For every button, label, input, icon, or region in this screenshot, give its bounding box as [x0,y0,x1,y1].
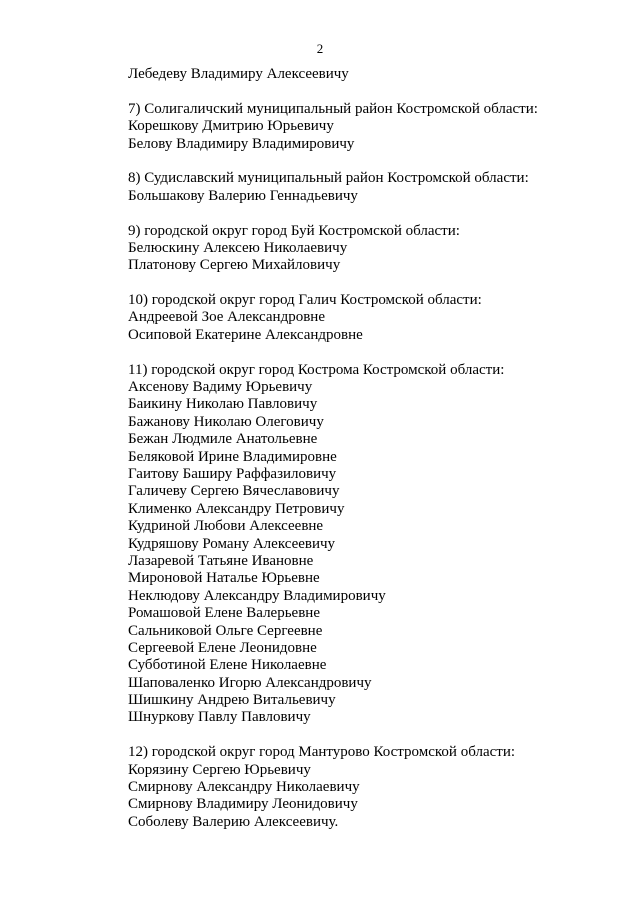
section-spacer [128,727,608,744]
recipient-name: Лазаревой Татьяне Ивановне [128,552,314,569]
recipient-name: Шаповаленко Игорю Александровичу [128,674,372,691]
recipient-name: Галичеву Сергею Вячеславовичу [128,483,340,500]
recipient-name: Неклюдову Александру Владимировичу [128,587,386,604]
section-heading: 10) городской округ город Галич Костромской области: [128,292,482,309]
recipient-name: Андреевой Зое Александровне [128,309,325,326]
recipient-name: Осиповой Екатерине Александровне [128,326,363,343]
section-spacer [128,275,608,292]
recipient-name: Шнуркову Павлу Павловичу [128,709,311,726]
recipient-name: Корязину Сергею Юрьевичу [128,761,311,778]
recipient-name: Белюскину Алексею Николаевичу [128,239,348,256]
recipient-name: Сальниковой Ольге Сергеевне [128,622,323,639]
recipient-name: Кудриной Любови Алексеевне [128,518,324,535]
recipient-name: Кудряшову Роману Алексеевичу [128,535,336,552]
recipient-name: Шишкину Андрею Витальевичу [128,692,336,709]
district-section [128,744,608,831]
page-number: 2 [316,41,324,56]
recipient-name: Баикину Николаю Павловичу [128,396,318,413]
recipient-name: Беляковой Ирине Владимировне [128,448,337,465]
recipient-name: Клименко Александру Петровичу [128,500,345,517]
recipient-name: Гаитову Баширу Раффазиловичу [128,465,337,482]
recipient-name: Смирнову Александру Николаевичу [128,779,360,796]
document-body [128,66,608,831]
recipient-name: Соболеву Валерию Алексеевичу. [128,813,339,830]
recipient-name: Корешкову Дмитрию Юрьевичу [128,118,334,135]
section-spacer [128,153,608,170]
recipient-name: Большакову Валерию Геннадьевичу [128,187,358,204]
section-heading: 11) городской округ город Кострома Костромской области: [128,361,505,378]
leading-name-line: Лебедеву Владимиру Алексеевичу [128,66,349,82]
section-heading: 7) Солигаличский муниципальный район Костромской области: [128,100,538,117]
section-heading: 9) городской округ город Буй Костромской области: [128,222,460,239]
district-section [128,362,608,727]
district-section [128,223,608,275]
recipient-name: Смирнову Владимиру Леонидовичу [128,796,358,813]
section-heading: 8) Судиславский муниципальный район Костромской области: [128,170,529,187]
recipient-name: Бажанову Николаю Олеговичу [128,413,324,430]
recipient-name: Субботиной Елене Николаевне [128,657,327,674]
recipient-name: Платонову Сергею Михайловичу [128,257,341,274]
section-list [128,83,608,831]
section-spacer [128,83,608,100]
recipient-name: Ромашовой Елене Валерьевне [128,605,320,622]
recipient-name: Белову Владимиру Владимировичу [128,135,355,152]
recipient-name: Мироновой Наталье Юрьевне [128,570,320,587]
district-section [128,170,608,205]
recipient-name: Бежан Людмиле Анатольевне [128,431,318,448]
district-section [128,292,608,344]
section-spacer [128,344,608,361]
section-spacer [128,205,608,222]
district-section [128,101,608,153]
section-heading: 12) городской округ город Мантурово Костромской области: [128,744,516,761]
recipient-name: Сергеевой Елене Леонидовне [128,639,317,656]
recipient-name: Аксенову Вадиму Юрьевичу [128,379,313,396]
